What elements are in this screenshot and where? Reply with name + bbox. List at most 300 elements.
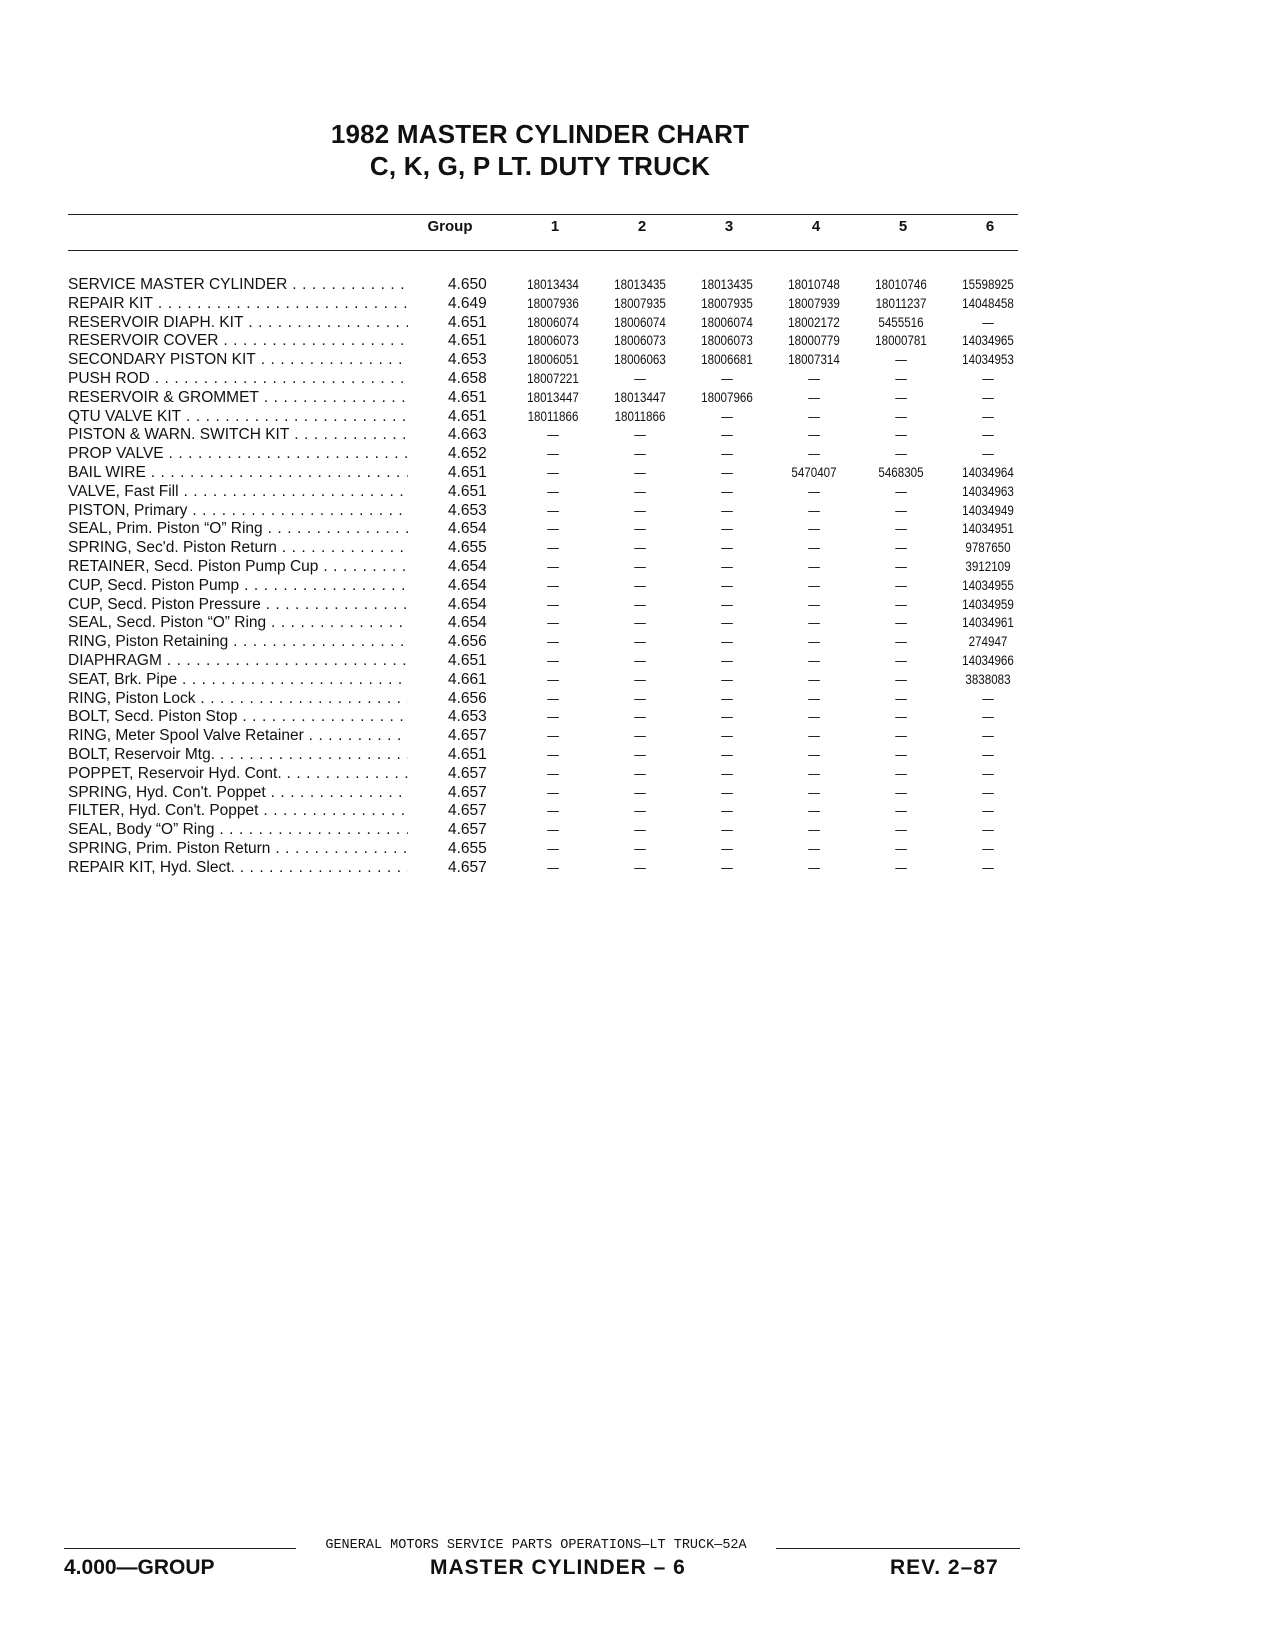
header-col-3: 3 [724, 218, 734, 235]
part-number-col-5: — [895, 596, 907, 612]
part-number-col-1: — [547, 502, 559, 518]
header-group: Group [427, 218, 473, 235]
part-number-col-2: 18006074 [614, 314, 666, 330]
part-name: SPRING, Prim. Piston Return . . . [68, 840, 408, 859]
part-number-col-6: — [982, 370, 994, 386]
part-number-col-3: — [721, 784, 733, 800]
group-number: 4.654 [448, 557, 487, 575]
table-row [68, 464, 1028, 483]
part-number-col-5: — [895, 709, 907, 725]
part-number-col-2: 18006073 [614, 333, 666, 349]
part-number-col-5: — [895, 840, 907, 856]
part-name: BOLT, Reservoir Mtg. . . . [68, 746, 408, 765]
part-number-col-6: — [982, 728, 994, 744]
part-number-col-2: — [634, 540, 646, 556]
part-number-col-5: — [895, 483, 907, 499]
part-name: SPRING, Hyd. Con't. Poppet . . . [68, 784, 408, 803]
group-number: 4.658 [448, 369, 487, 387]
part-number-col-2: — [634, 765, 646, 781]
header-col-6: 6 [985, 218, 995, 235]
part-number-col-4: 18002172 [788, 314, 840, 330]
group-number: 4.651 [448, 388, 487, 406]
part-number-col-5: — [895, 352, 907, 368]
part-name: FILTER, Hyd. Con't. Poppet . . . [68, 802, 408, 821]
part-number-col-5: — [895, 502, 907, 518]
part-number-col-1: — [547, 483, 559, 499]
part-number-col-6: 15598925 [962, 277, 1014, 292]
part-name: SEAL, Secd. Piston “O” Ring . . . [68, 614, 408, 633]
table-row [68, 502, 1028, 521]
part-number-col-2: — [634, 446, 646, 462]
part-number-col-4: — [808, 370, 820, 386]
part-number-col-6: 14034964 [962, 464, 1014, 480]
part-number-col-2: — [634, 671, 646, 687]
table-row [68, 784, 1028, 803]
part-number-col-3: 18006073 [701, 333, 753, 349]
part-number-col-5: — [895, 577, 907, 593]
title-line-1: 1982 MASTER CYLINDER CHART [330, 119, 750, 149]
part-number-col-6: 3912109 [965, 558, 1011, 574]
footer-publisher: GENERAL MOTORS SERVICE PARTS OPERATIONS—LT TRUCK—52A [296, 1538, 776, 1553]
part-number-col-2: — [634, 709, 646, 725]
part-number-col-6: — [982, 408, 994, 424]
footer-group: 4.000—GROUP [64, 1556, 215, 1579]
part-name: RING, Meter Spool Valve Retainer . . . [68, 727, 408, 746]
part-number-col-3: 18013435 [701, 277, 753, 292]
part-number-col-3: — [721, 840, 733, 856]
part-number-col-6: — [982, 314, 994, 330]
part-name: RESERVOIR COVER . . . [68, 332, 408, 351]
part-number-col-2: — [634, 427, 646, 443]
parts-table [68, 276, 1028, 878]
part-number-col-1: 18013434 [527, 277, 579, 292]
group-number: 4.651 [448, 313, 487, 331]
part-number-col-4: — [808, 652, 820, 668]
part-number-col-4: 18010748 [788, 277, 840, 292]
part-number-col-1: 18006051 [527, 352, 579, 368]
table-row [68, 708, 1028, 727]
part-number-col-3: — [721, 859, 733, 875]
part-number-col-5: — [895, 746, 907, 762]
table-row [68, 445, 1028, 464]
footer-revision: REV. 2–87 [890, 1556, 999, 1579]
header-col-5: 5 [898, 218, 908, 235]
part-number-col-5: — [895, 615, 907, 631]
part-number-col-4: — [808, 634, 820, 650]
part-number-col-4: — [808, 558, 820, 574]
table-row [68, 596, 1028, 615]
part-number-col-4: — [808, 446, 820, 462]
table-row [68, 765, 1028, 784]
part-number-col-3: — [721, 521, 733, 537]
part-number-col-1: 18013447 [527, 389, 579, 405]
part-number-col-4: — [808, 803, 820, 819]
part-number-col-3: — [721, 728, 733, 744]
part-number-col-1: 18007221 [527, 370, 579, 386]
part-number-col-1: — [547, 652, 559, 668]
part-number-col-3: 18007935 [701, 295, 753, 311]
part-number-col-5: — [895, 822, 907, 838]
part-name: RING, Piston Lock . . . [68, 690, 408, 709]
part-number-col-4: — [808, 671, 820, 687]
part-number-col-3: 18006074 [701, 314, 753, 330]
part-number-col-2: — [634, 859, 646, 875]
table-row [68, 633, 1028, 652]
part-number-col-2: — [634, 652, 646, 668]
part-name: SEAL, Body “O” Ring . . . [68, 821, 408, 840]
part-number-col-3: — [721, 803, 733, 819]
part-number-col-5: — [895, 671, 907, 687]
part-name: SEAL, Prim. Piston “O” Ring . . . [68, 520, 408, 539]
part-number-col-2: — [634, 370, 646, 386]
part-number-col-2: — [634, 822, 646, 838]
part-number-col-3: — [721, 746, 733, 762]
footer-rule-right [772, 1548, 1020, 1549]
part-number-col-6: 14034965 [962, 333, 1014, 349]
part-number-col-2: — [634, 502, 646, 518]
part-number-col-2: 18013435 [614, 277, 666, 292]
part-number-col-6: 14034966 [962, 652, 1014, 668]
part-number-col-3: — [721, 408, 733, 424]
group-number: 4.651 [448, 407, 487, 425]
part-number-col-2: — [634, 596, 646, 612]
part-number-col-6: 9787650 [965, 540, 1011, 556]
table-row [68, 389, 1028, 408]
part-name: RESERVOIR DIAPH. KIT . . . [68, 314, 408, 333]
page-title [300, 118, 780, 182]
table-row [68, 690, 1028, 709]
part-number-col-2: — [634, 483, 646, 499]
part-number-col-4: — [808, 690, 820, 706]
table-row [68, 276, 1028, 295]
part-number-col-1: — [547, 840, 559, 856]
group-number: 4.657 [448, 858, 487, 876]
part-number-col-6: 14034949 [962, 502, 1014, 518]
part-number-col-1: — [547, 596, 559, 612]
part-number-col-6: — [982, 859, 994, 875]
header-col-4: 4 [811, 218, 821, 235]
part-number-col-1: — [547, 558, 559, 574]
part-number-col-5: 18000781 [875, 333, 927, 349]
group-number: 4.656 [448, 633, 487, 651]
part-number-col-3: — [721, 596, 733, 612]
part-number-col-4: — [808, 709, 820, 725]
part-name: PISTON, Primary . . . [68, 502, 408, 521]
part-number-col-6: — [982, 389, 994, 405]
group-number: 4.653 [448, 708, 487, 726]
part-number-col-4: — [808, 728, 820, 744]
part-name: SEAT, Brk. Pipe . . . [68, 671, 408, 690]
part-number-col-1: — [547, 671, 559, 687]
part-name: REPAIR KIT, Hyd. Slect. . . . [68, 859, 408, 878]
part-number-col-4: — [808, 840, 820, 856]
part-number-col-4: — [808, 615, 820, 631]
part-number-col-4: — [808, 408, 820, 424]
part-number-col-3: 18006681 [701, 352, 753, 368]
part-number-col-1: — [547, 427, 559, 443]
group-number: 4.654 [448, 614, 487, 632]
part-number-col-2: — [634, 728, 646, 744]
part-number-col-2: — [634, 803, 646, 819]
header-top-rule [68, 214, 1018, 215]
part-number-col-3: — [721, 502, 733, 518]
part-number-col-2: — [634, 521, 646, 537]
part-number-col-6: 14034955 [962, 577, 1014, 593]
part-number-col-4: 18007314 [788, 352, 840, 368]
group-number: 4.652 [448, 445, 487, 463]
group-number: 4.657 [448, 764, 487, 782]
part-number-col-3: — [721, 446, 733, 462]
part-name: RETAINER, Secd. Piston Pump Cup . . . [68, 558, 408, 577]
part-number-col-1: — [547, 765, 559, 781]
part-name: SECONDARY PISTON KIT . . . [68, 351, 408, 370]
part-number-col-2: 18006063 [614, 352, 666, 368]
part-number-col-2: 18007935 [614, 295, 666, 311]
part-number-col-6: — [982, 690, 994, 706]
part-number-col-1: — [547, 464, 559, 480]
part-number-col-4: — [808, 521, 820, 537]
group-number: 4.653 [448, 351, 487, 369]
part-number-col-2: — [634, 615, 646, 631]
part-name: SPRING, Sec'd. Piston Return . . . [68, 539, 408, 558]
part-number-col-6: — [982, 803, 994, 819]
part-number-col-6: 14034959 [962, 596, 1014, 612]
part-number-col-4: — [808, 389, 820, 405]
part-number-col-2: 18011866 [614, 408, 666, 424]
part-number-col-2: — [634, 746, 646, 762]
part-number-col-3: — [721, 615, 733, 631]
group-number: 4.654 [448, 520, 487, 538]
part-name: BOLT, Secd. Piston Stop . . . [68, 708, 408, 727]
part-number-col-5: — [895, 859, 907, 875]
part-number-col-6: — [982, 446, 994, 462]
group-number: 4.650 [448, 276, 487, 293]
footer-rule-left [64, 1548, 300, 1549]
part-number-col-3: — [721, 577, 733, 593]
part-number-col-5: — [895, 540, 907, 556]
part-number-col-3: — [721, 370, 733, 386]
part-name: PROP VALVE . . . [68, 445, 408, 464]
part-number-col-6: 14034951 [962, 521, 1014, 537]
part-name: PUSH ROD . . . [68, 370, 408, 389]
group-number: 4.651 [448, 651, 487, 669]
part-number-col-1: — [547, 746, 559, 762]
part-number-col-6: — [982, 765, 994, 781]
part-number-col-6: — [982, 784, 994, 800]
part-number-col-5: — [895, 521, 907, 537]
part-name: RING, Piston Retaining . . . [68, 633, 408, 652]
part-number-col-2: — [634, 840, 646, 856]
part-number-col-4: — [808, 859, 820, 875]
part-number-col-4: 18000779 [788, 333, 840, 349]
table-row [68, 370, 1028, 389]
part-number-col-4: — [808, 540, 820, 556]
part-number-col-4: — [808, 502, 820, 518]
part-number-col-1: — [547, 577, 559, 593]
footer-section: MASTER CYLINDER – 6 [430, 1556, 686, 1579]
part-number-col-3: — [721, 427, 733, 443]
part-number-col-1: — [547, 634, 559, 650]
table-row [68, 295, 1028, 314]
group-number: 4.651 [448, 332, 487, 350]
part-number-col-6: — [982, 709, 994, 725]
header-bottom-rule [68, 250, 1018, 251]
part-number-col-4: 5470407 [791, 464, 837, 480]
part-number-col-2: — [634, 577, 646, 593]
part-number-col-2: — [634, 784, 646, 800]
table-row [68, 859, 1028, 878]
part-number-col-5: — [895, 634, 907, 650]
table-row [68, 539, 1028, 558]
part-name: DIAPHRAGM . . . [68, 652, 408, 671]
part-number-col-1: 18006073 [527, 333, 579, 349]
part-number-col-4: — [808, 784, 820, 800]
part-number-col-5: — [895, 690, 907, 706]
group-number: 4.651 [448, 482, 487, 500]
part-number-col-5: — [895, 408, 907, 424]
part-number-col-1: 18007936 [527, 295, 579, 311]
table-row [68, 314, 1028, 333]
part-number-col-1: — [547, 784, 559, 800]
part-number-col-5: — [895, 765, 907, 781]
group-number: 4.654 [448, 595, 487, 613]
group-number: 4.654 [448, 576, 487, 594]
table-row [68, 802, 1028, 821]
part-name: PISTON & WARN. SWITCH KIT . . . [68, 426, 408, 445]
part-name: REPAIR KIT . . . [68, 295, 408, 314]
part-name: BAIL WIRE . . . [68, 464, 408, 483]
part-number-col-6: 274947 [968, 634, 1008, 650]
part-number-col-3: — [721, 765, 733, 781]
group-number: 4.651 [448, 463, 487, 481]
part-number-col-3: — [721, 671, 733, 687]
part-number-col-3: — [721, 652, 733, 668]
part-number-col-5: — [895, 652, 907, 668]
part-number-col-6: 14034963 [962, 483, 1014, 499]
header-col-1: 1 [550, 218, 560, 235]
part-number-col-3: — [721, 709, 733, 725]
table-row [68, 351, 1028, 370]
group-number: 4.655 [448, 539, 487, 557]
table-row [68, 746, 1028, 765]
part-number-col-2: — [634, 464, 646, 480]
part-number-col-4: — [808, 483, 820, 499]
group-number: 4.649 [448, 294, 487, 312]
title-line-2: C, K, G, P LT. DUTY TRUCK [369, 151, 711, 181]
part-name: POPPET, Reservoir Hyd. Cont. . . . [68, 765, 408, 784]
part-number-col-6: 3838083 [965, 671, 1011, 687]
part-number-col-1: — [547, 690, 559, 706]
part-number-col-5: — [895, 389, 907, 405]
table-row [68, 520, 1028, 539]
part-name: CUP, Secd. Piston Pressure . . . [68, 596, 408, 615]
group-number: 4.661 [448, 670, 487, 688]
part-number-col-1: — [547, 709, 559, 725]
part-number-col-6: — [982, 840, 994, 856]
group-number: 4.657 [448, 821, 487, 839]
group-number: 4.657 [448, 802, 487, 820]
part-number-col-5: — [895, 446, 907, 462]
table-row [68, 332, 1028, 351]
table-row [68, 577, 1028, 596]
part-number-col-5: — [895, 728, 907, 744]
part-number-col-3: — [721, 634, 733, 650]
part-number-col-4: 18007939 [788, 295, 840, 311]
part-number-col-4: — [808, 765, 820, 781]
table-row [68, 483, 1028, 502]
part-number-col-1: — [547, 446, 559, 462]
table-row [68, 426, 1028, 445]
part-number-col-1: — [547, 803, 559, 819]
part-name: RESERVOIR & GROMMET . . . [68, 389, 408, 408]
part-number-col-3: — [721, 558, 733, 574]
part-number-col-4: — [808, 427, 820, 443]
part-number-col-3: — [721, 464, 733, 480]
part-number-col-3: — [721, 822, 733, 838]
group-number: 4.651 [448, 745, 487, 763]
part-number-col-2: — [634, 558, 646, 574]
part-number-col-5: 18011237 [875, 295, 927, 311]
group-number: 4.656 [448, 689, 487, 707]
table-row [68, 652, 1028, 671]
part-number-col-4: — [808, 577, 820, 593]
part-number-col-5: 18010746 [875, 277, 927, 292]
part-number-col-5: — [895, 558, 907, 574]
part-number-col-1: — [547, 728, 559, 744]
part-name: SERVICE MASTER CYLINDER . . . [68, 276, 408, 295]
part-number-col-6: 14034961 [962, 615, 1014, 631]
group-number: 4.663 [448, 426, 487, 444]
part-number-col-1: 18006074 [527, 314, 579, 330]
part-number-col-5: 5455516 [878, 314, 924, 330]
part-number-col-5: — [895, 803, 907, 819]
table-row [68, 614, 1028, 633]
part-number-col-6: — [982, 746, 994, 762]
table-row [68, 408, 1028, 427]
part-number-col-1: — [547, 859, 559, 875]
part-number-col-1: — [547, 615, 559, 631]
part-number-col-5: 5468305 [878, 464, 924, 480]
part-number-col-2: 18013447 [614, 389, 666, 405]
table-header [68, 218, 1018, 240]
part-number-col-4: — [808, 746, 820, 762]
part-number-col-3: 18007966 [701, 389, 753, 405]
table-row [68, 558, 1028, 577]
part-number-col-1: — [547, 540, 559, 556]
part-number-col-4: — [808, 596, 820, 612]
part-number-col-4: — [808, 822, 820, 838]
group-number: 4.657 [448, 783, 487, 801]
table-row [68, 727, 1028, 746]
part-number-col-5: — [895, 784, 907, 800]
part-number-col-5: — [895, 370, 907, 386]
part-number-col-1: — [547, 521, 559, 537]
header-col-2: 2 [637, 218, 647, 235]
part-number-col-2: — [634, 690, 646, 706]
part-name: CUP, Secd. Piston Pump . . . [68, 577, 408, 596]
part-number-col-6: — [982, 427, 994, 443]
part-number-col-6: — [982, 822, 994, 838]
part-number-col-1: 18011866 [527, 408, 579, 424]
part-number-col-5: — [895, 427, 907, 443]
group-number: 4.657 [448, 727, 487, 745]
part-number-col-1: — [547, 822, 559, 838]
part-number-col-3: — [721, 540, 733, 556]
part-number-col-3: — [721, 690, 733, 706]
part-number-col-6: 14048458 [962, 295, 1014, 311]
table-row [68, 821, 1028, 840]
table-row [68, 671, 1028, 690]
